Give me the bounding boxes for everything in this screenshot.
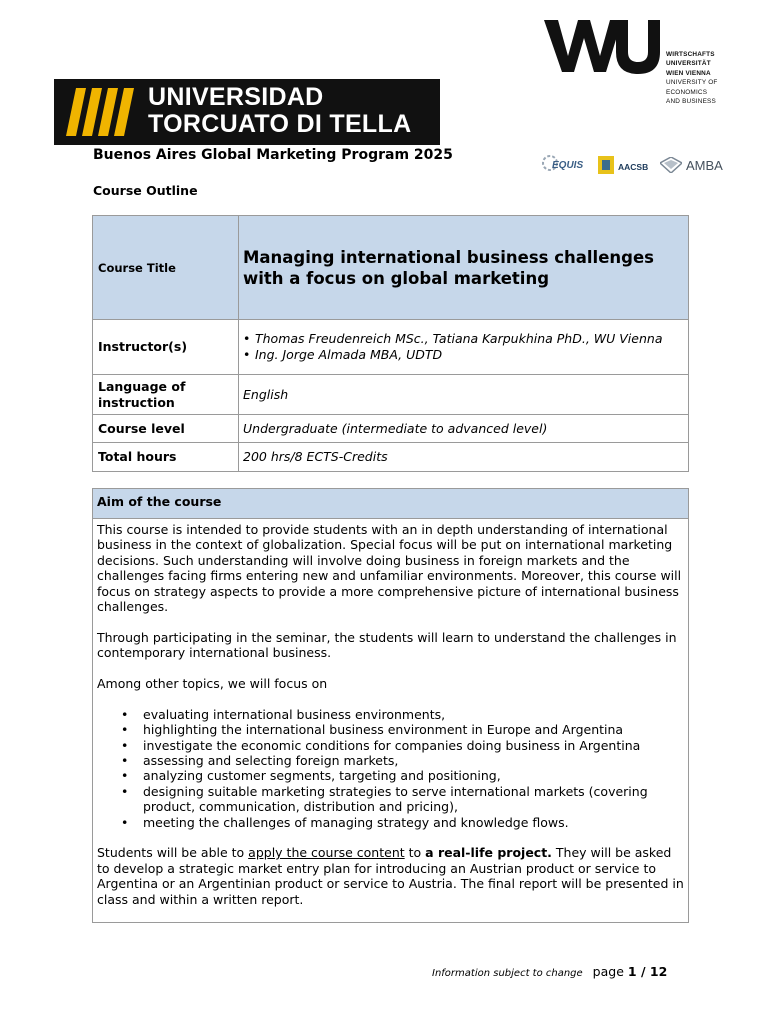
course-title-row: [93, 216, 689, 320]
instructor-value: [239, 320, 689, 375]
course-content-link: apply the course content: [248, 845, 405, 861]
course-title-label: Course Title: [93, 216, 239, 320]
list-item: • Thomas Freudenreich MSc., Tatiana Karpukhina PhD., WU Vienna: [243, 331, 688, 347]
list-item: • evaluating international business environments,: [97, 707, 684, 722]
list-item: • analyzing customer segments, targeting and positioning,: [97, 768, 684, 783]
aim-paragraph-final: Students will be able to apply the course content to a real-life project. They will be asked to develop a strategic market entry plan for introducing an Austrian product or service to Argentina or an Argentinian product or service to Austria. The final report will be presented in class and within a written report.: [97, 845, 684, 907]
utdt-wordmark: UNIVERSIDAD TORCUATO DI TELLA: [148, 83, 412, 138]
aim-heading: Aim of the course: [93, 489, 688, 519]
amba-badge: AMBA: [660, 154, 722, 178]
page-footer: [432, 964, 667, 979]
wu-logo-mark: [544, 18, 664, 74]
course-level-label: Course level: [93, 415, 239, 443]
aim-section: [92, 488, 689, 923]
amba-diamond-icon: [660, 157, 682, 173]
real-life-project-emphasis: a real-life project.: [425, 845, 552, 861]
list-item: • assessing and selecting foreign markets,: [97, 753, 684, 768]
wu-logo: [544, 18, 724, 110]
aim-paragraph-1: This course is intended to provide students with an in depth understanding of international business in the context of globalization. Special focus will be put on international marketing decisions. Such understanding will involve doing business in foreign markets and the challenges facing firms entering new and unfamiliar environments. Moreover, this course will focus on strategy aspects to provide a more comprehensive picture of international business challenges.: [97, 522, 682, 615]
wu-logo-text: WIRTSCHAFTS UNIVERSITÄT WIEN VIENNA UNIVERSITY OF ECONOMICS AND BUSINESS: [666, 51, 718, 106]
program-title: Buenos Aires Global Marketing Program 2025: [93, 147, 453, 163]
language-value: English: [239, 375, 689, 415]
total-hours-label: Total hours: [93, 443, 239, 472]
course-info-table: [92, 215, 689, 472]
page-number: page 1 / 12: [592, 964, 668, 979]
list-item: • highlighting the international business environment in Europe and Argentina: [97, 722, 684, 737]
utdt-stripes-icon: [66, 88, 134, 136]
language-label: Language of instruction: [93, 375, 239, 415]
instructor-list: [243, 331, 688, 363]
total-hours-value: 200 hrs/8 ECTS-Credits: [239, 443, 689, 472]
course-level-row: [93, 415, 689, 443]
list-item: • designing suitable marketing strategies to serve international markets (covering product, communication, distribution and pricing),: [97, 784, 684, 815]
list-item: • meeting the challenges of managing strategy and knowledge flows.: [97, 815, 684, 830]
aim-paragraph-3: Among other topics, we will focus on: [97, 676, 328, 692]
course-title-value: Managing international business challenges with a focus on global marketing: [239, 216, 689, 320]
total-hours-row: [93, 443, 689, 472]
aim-paragraph-2: Through participating in the seminar, the students will learn to understand the challenges in contemporary international business.: [97, 629, 677, 661]
equis-badge: EQUIS: [540, 154, 592, 178]
course-level-value: Undergraduate (intermediate to advanced level): [239, 415, 689, 443]
footer-note: Information subject to change: [432, 968, 583, 979]
instructor-label: Instructor(s): [93, 320, 239, 375]
list-item: • investigate the economic conditions for companies doing business in Argentina: [97, 738, 684, 753]
aim-body: [93, 519, 688, 907]
language-row: [93, 375, 689, 415]
course-outline-heading: Course Outline: [93, 183, 198, 198]
aacsb-badge: AACSB: [598, 154, 654, 178]
accreditation-logos: [540, 150, 725, 182]
instructor-row: [93, 320, 689, 375]
utdt-logo: [54, 79, 440, 145]
topic-list: [97, 707, 684, 830]
aacsb-square-icon: [598, 156, 614, 174]
list-item: • Ing. Jorge Almada MBA, UDTD: [243, 347, 688, 363]
